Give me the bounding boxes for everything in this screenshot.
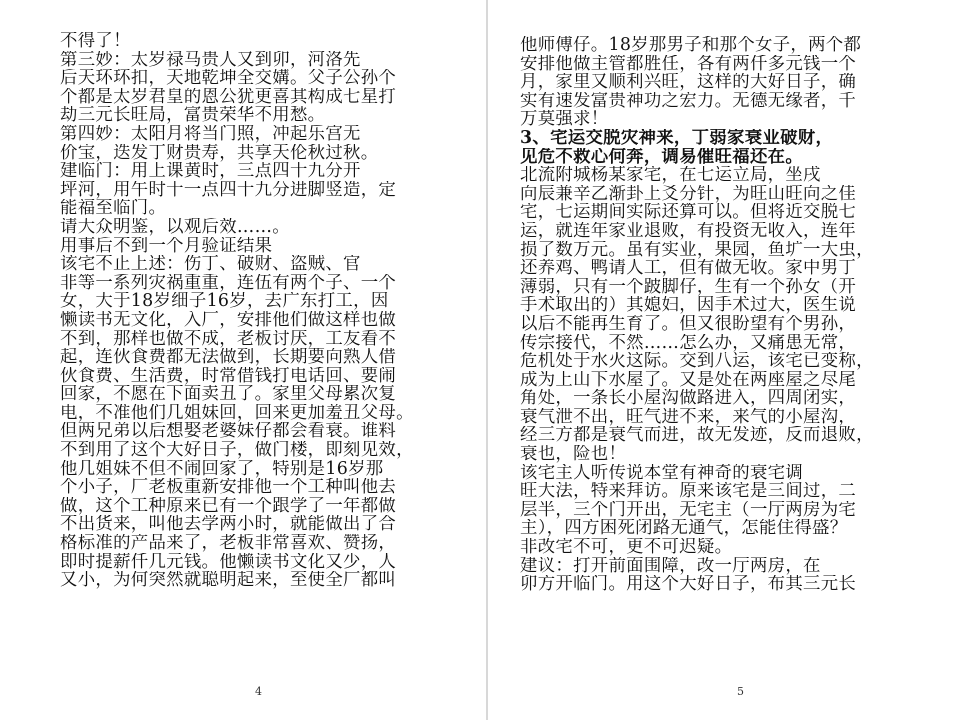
text-line: 不得了！	[60, 32, 131, 51]
right-page-number: 5	[737, 685, 744, 698]
text-line: 个小子，厂老板重新安排他一个工种叫他去	[60, 478, 397, 497]
text-line: 请大众明鉴，以观后效……。	[60, 217, 290, 237]
text-line: 做，这个工种原来已有一个跟学了一年都做	[60, 496, 397, 516]
text-line: 安排他做主管都胜任，各有两仟多元钱一个	[520, 54, 857, 74]
text-line: 女，大于18岁细子16岁，去广东打工，因	[60, 292, 389, 311]
text-line: 第四妙：太阳月将当门照，冲起乐宫无	[60, 124, 361, 144]
left-page-number: 4	[255, 685, 262, 698]
text-line: 即时提薪仟几元钱。他懒读书文化又少，人	[60, 552, 397, 572]
text-line: 旺大法，特来拜访。原来该宅是三间过，二	[520, 482, 857, 501]
text-line: 劫三元长旺局，富贵荣华不用愁。	[60, 106, 326, 125]
text-line: 手术取出的）其媳妇，因手术过大，医生说	[520, 296, 857, 315]
text-line: 又小，为何突然就聪明起来，至使全厂都叫	[60, 571, 397, 590]
text-line: 层半，三个门开出，无宅主（一厅两房为宅	[520, 500, 857, 520]
text-line: 卯方开临门。用这个大好日子，布其三元长	[520, 575, 857, 594]
text-line: 主），四方困死闭路无通气，怎能住得盛？	[520, 519, 848, 539]
text-line: 宅，七运期间实际还算可以。但将近交脱七	[520, 203, 857, 222]
text-line: 懒读书无文化，入厂，安排他们做这样也做	[60, 310, 397, 330]
text-line: 非改宅不可，更不可迟疑。	[520, 538, 733, 557]
text-line: 后天环环扣，天地乾坤全交媾。父子公孙个	[60, 69, 397, 88]
text-line: 运，就连年家业退败，有投资无收入，连年	[520, 221, 857, 241]
right-page	[488, 0, 975, 720]
text-line: 经三方都是衰气而进，故无发迹，反而退败，	[520, 426, 874, 446]
text-line: 建议：打开前面围障，改一厅两房，在	[520, 556, 821, 576]
text-line: 他几姐妹不但不闹回家了，特别是16岁那	[60, 459, 384, 479]
text-line: 非等一系列灾祸重重，连伍有两个子、一个	[60, 273, 397, 293]
text-line: 薄弱，只有一个跛脚仔，生有一个孙女（开	[520, 277, 857, 297]
text-line: 回家，不愿在下面卖丑了。家里父母累次复	[60, 385, 397, 404]
text-line: 个都是太岁君皇的恩公犹更喜其构成七星打	[60, 87, 397, 107]
left-page	[0, 0, 487, 720]
text-line: 第三妙：太岁禄马贵人又到卯，河洛先	[60, 50, 361, 70]
text-line: 他师傅仔。18岁那男子和那个女子，两个都	[520, 36, 862, 55]
text-line: 该宅不止上述：伤丁、破财、盗贼、官	[60, 255, 361, 274]
text-line: 不到，那样也做不成，老板讨厌，工友看不	[60, 329, 397, 349]
text-line: 见危不救心何奔，调易催旺福还在。	[520, 147, 804, 167]
left-page-text	[60, 32, 460, 590]
text-line: 坪河，用午时十一点四十九分进脚竖造，定	[60, 180, 397, 200]
text-line: 能福至临门。	[60, 199, 167, 218]
text-line: 实有速发富贵神功之宏力。无德无缘者，千	[520, 91, 857, 111]
text-line: 月，家里又顺利兴旺，这样的大好日子，确	[520, 73, 857, 92]
text-line: 万莫强求！	[520, 110, 609, 129]
text-line: 该宅主人听传说本堂有神奇的衰宅调	[520, 463, 804, 483]
text-line: 还养鸡、鸭请人工，但有做无收。家中男丁	[520, 259, 857, 278]
text-line: 以后不能再生育了。但又很盼望有个男孙，	[520, 314, 857, 334]
text-line: 起，连伙食费都无法做到，长期要向熟人借	[60, 348, 397, 367]
text-line: 角处，一条长小屋沟做路进入，四周闭实，	[520, 389, 857, 408]
text-line: 建临门：用上课黄时，三点四十九分开	[60, 162, 361, 181]
text-line: 不出货来，叫他去学两小时，就能做出了合	[60, 515, 397, 535]
text-line: 成为上山下水屋了。又是处在两座屋之尽尾	[520, 370, 857, 390]
text-line: 用事后不到一个月验证结果	[60, 236, 273, 256]
text-line: 向辰兼辛乙渐卦上爻分针，为旺山旺向之佳	[520, 184, 857, 204]
text-line: 衰也，险也！	[520, 445, 627, 464]
text-line: 电，不准他们几姐妹回，回来更加羞丑父母。	[60, 403, 414, 423]
text-line: 3、宅运交脱灾神来，丁弱家衰业破财，	[520, 128, 834, 148]
text-line: 衰气泄不出，旺气进不来，来气的小屋沟，	[520, 407, 857, 427]
text-line: 伙食费、生活费，时常借钱打电话回、要闹	[60, 366, 397, 386]
text-line: 危机处于水火这际。交到八运，该宅已变称，	[520, 352, 874, 371]
text-line: 格标准的产品来了，老板非常喜欢、赞扬，	[60, 534, 397, 553]
text-line: 损了数万元。虽有实业，果园，鱼圹一大虫，	[520, 240, 874, 260]
text-line: 但两兄弟以后想娶老婆妹仔都会看衰。谁料	[60, 422, 397, 442]
right-page-text	[520, 36, 932, 594]
text-line: 价宝，迭发丁财贵寿，共享天伦秋过秋。	[60, 143, 379, 163]
text-line: 传宗接代，不然……怎么办，又痛患无常，	[520, 333, 857, 353]
text-line: 不到用了这个大好日子，做门楼，即刻见效，	[60, 441, 414, 460]
text-line: 北流附城杨某家宅，在七运立局，坐戌	[520, 166, 821, 185]
